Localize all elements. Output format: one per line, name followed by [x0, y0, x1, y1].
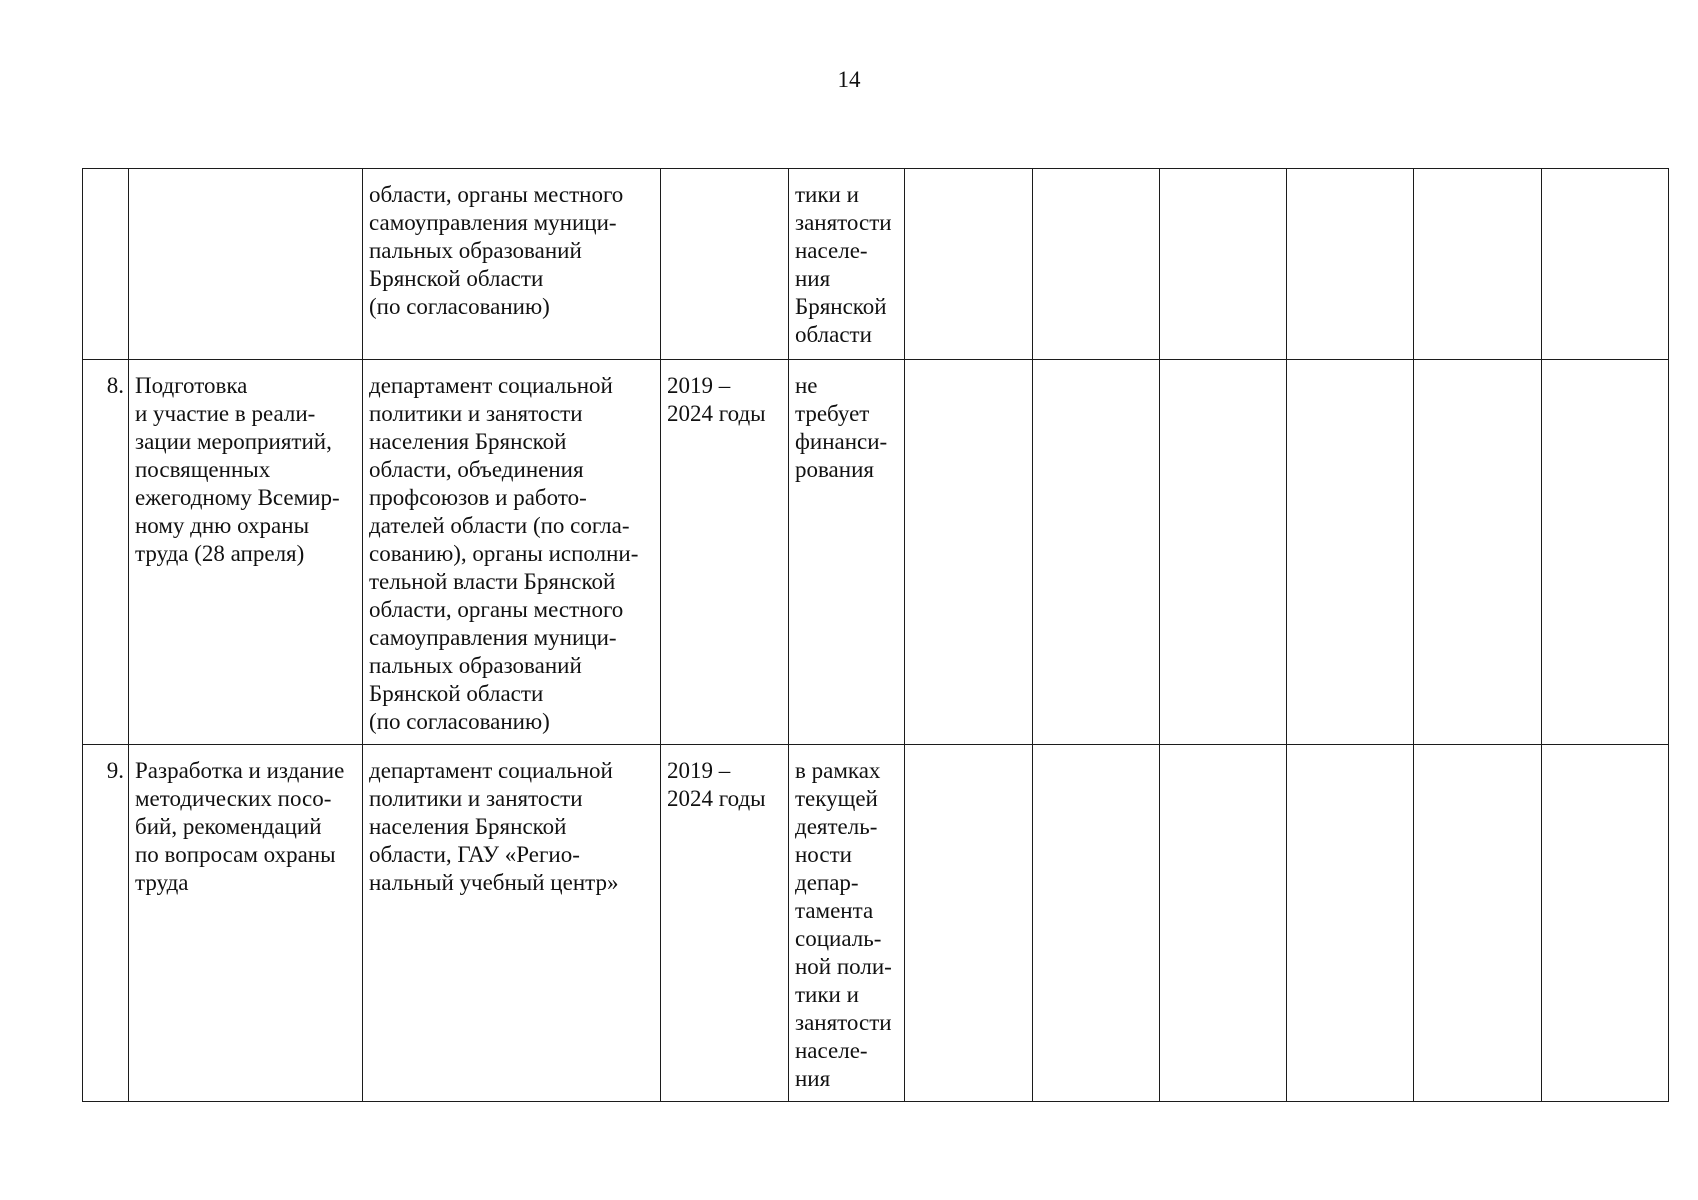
value-cell — [1414, 360, 1542, 745]
value-cell — [1542, 169, 1669, 360]
value-cell — [1414, 745, 1542, 1102]
event-cell: Разработка и издание методических посо- бий, рекомендаций по вопросам охраны труда — [129, 745, 363, 1102]
value-cell — [1033, 360, 1160, 745]
period-cell — [661, 169, 789, 360]
value-cell — [1542, 360, 1669, 745]
financing-cell: не требует финанси- рования — [789, 360, 905, 745]
row-number — [83, 169, 129, 360]
value-cell — [1160, 169, 1287, 360]
period-cell: 2019 – 2024 годы — [661, 745, 789, 1102]
event-cell: Подготовка и участие в реали- зации мероприятий, посвященных ежегодному Всемир- ному дню охраны труда (28 апреля) — [129, 360, 363, 745]
financing-cell: тики и занятости населе- ния Брянской области — [789, 169, 905, 360]
executors-cell: департамент социальной политики и занятости населения Брянской области, ГАУ «Регио- нальный учебный центр» — [363, 745, 661, 1102]
measures-table — [82, 168, 1669, 1102]
value-cell — [1414, 169, 1542, 360]
value-cell — [905, 745, 1033, 1102]
row-number: 8. — [83, 360, 129, 745]
value-cell — [1160, 360, 1287, 745]
value-cell — [905, 360, 1033, 745]
page-number: 14 — [837, 67, 861, 92]
value-cell — [1160, 745, 1287, 1102]
value-cell — [1287, 360, 1414, 745]
value-cell — [1033, 745, 1160, 1102]
table-row — [83, 169, 1669, 360]
table-row — [83, 745, 1669, 1102]
financing-cell: в рамках текущей деятель- ности депар- тамента социаль- ной поли- тики и занятости населе- ния — [789, 745, 905, 1102]
value-cell — [1287, 169, 1414, 360]
period-cell: 2019 – 2024 годы — [661, 360, 789, 745]
value-cell — [1287, 745, 1414, 1102]
executors-cell: департамент социальной политики и занятости населения Брянской области, объединения профсоюзов и работо- дателей области (по согла- сованию), органы исполни- тельной власти Брянской области, органы местного самоуправления муници- пальных образований Брянской области (по согласованию) — [363, 360, 661, 745]
value-cell — [1542, 745, 1669, 1102]
value-cell — [1033, 169, 1160, 360]
row-number: 9. — [83, 745, 129, 1102]
executors-cell: области, органы местного самоуправления муници- пальных образований Брянской области (по согласованию) — [363, 169, 661, 360]
value-cell — [905, 169, 1033, 360]
table-row — [83, 360, 1669, 745]
event-cell — [129, 169, 363, 360]
